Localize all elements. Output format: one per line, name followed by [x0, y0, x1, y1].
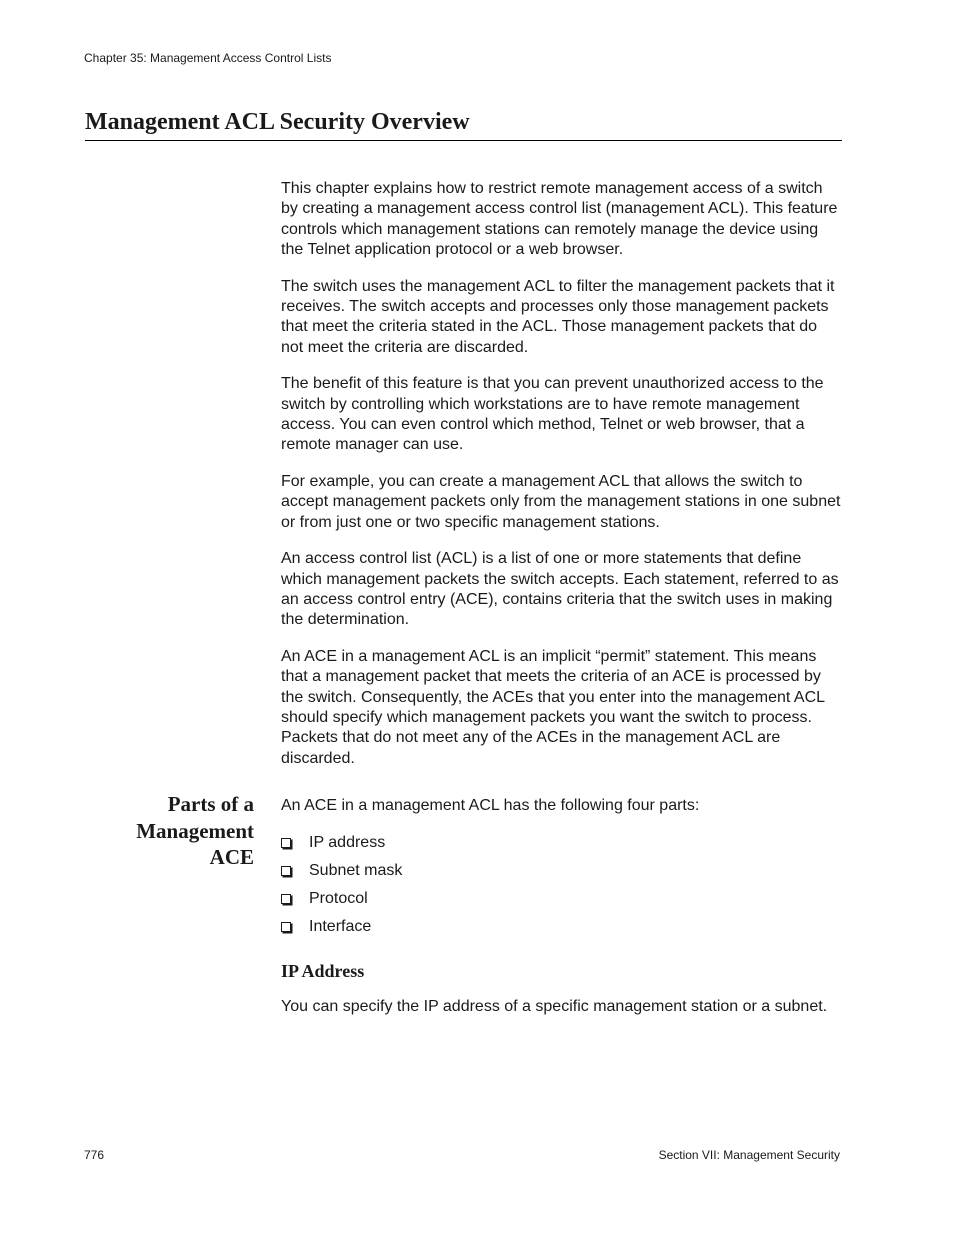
section-heading-line: ACE [209, 845, 254, 869]
list-item [281, 833, 841, 861]
ip-address-heading: IP Address [281, 960, 365, 981]
footer-section-title: Section VII: Management Security [658, 1148, 840, 1162]
checkbox-bullet-icon [281, 866, 291, 876]
list-item-label: Interface [309, 917, 372, 935]
section-heading-line: Parts of a [167, 792, 254, 816]
checkbox-bullet-icon [281, 838, 291, 848]
parts-section-body [281, 796, 841, 1034]
checkbox-bullet-icon [281, 922, 291, 932]
parts-lead: An ACE in a management ACL has the following four parts: [281, 797, 700, 814]
section-heading-parts-of-ace [100, 791, 254, 871]
list-item-label: IP address [309, 833, 386, 851]
intro-paragraph: An ACE in a management ACL is an implicit “permit” statement. This means that a management packet that meets the criteria of an ACE is processed by the switch. Consequently, the ACEs that you enter into the management ACL should specify which management packets you want the switch to process. Packets that do not meet any of the ACEs in the management ACL are discarded. [281, 648, 825, 767]
list-item [281, 861, 841, 889]
parts-list [281, 833, 841, 945]
list-item-label: Subnet mask [309, 861, 403, 879]
intro-paragraph: The benefit of this feature is that you can prevent unauthorized access to the switch by controlling which workstations are to have remote management access. You can even control which method, Telnet or web browser, that a remote manager can use. [281, 375, 824, 454]
list-item [281, 889, 841, 917]
list-item-label: Protocol [309, 889, 368, 907]
running-header: Chapter 35: Management Access Control Lists [84, 51, 332, 65]
ip-address-paragraph: You can specify the IP address of a specific management station or a subnet. [281, 997, 828, 1015]
list-item [281, 917, 841, 945]
page-title: Management ACL Security Overview [85, 106, 842, 141]
intro-paragraph: For example, you can create a management ACL that allows the switch to accept management packets only from the management stations in one subnet or from just one or two specific management stations. [281, 473, 841, 531]
intro-paragraph: This chapter explains how to restrict remote management access of a switch by creating a management access control list (management ACL). This feature controls which management stations can remotely manage the device using the Telnet application protocol or a web browser. [281, 180, 838, 258]
intro-paragraph: The switch uses the management ACL to filter the management packets that it receives. The switch accepts and processes only those management packets that meet the criteria stated in the ACL. Those management packets that do not meet the criteria are discarded. [281, 277, 835, 356]
section-heading-line: Management [136, 818, 254, 843]
intro-body [281, 179, 841, 785]
page-number: 776 [84, 1148, 105, 1162]
checkbox-bullet-icon [281, 894, 291, 904]
intro-paragraph: An access control list (ACL) is a list of one or more statements that define which management packets the switch accepts. Each statement, referred to as an access control entry (ACE), contains criteria that the switch uses in making the determination. [281, 550, 839, 629]
